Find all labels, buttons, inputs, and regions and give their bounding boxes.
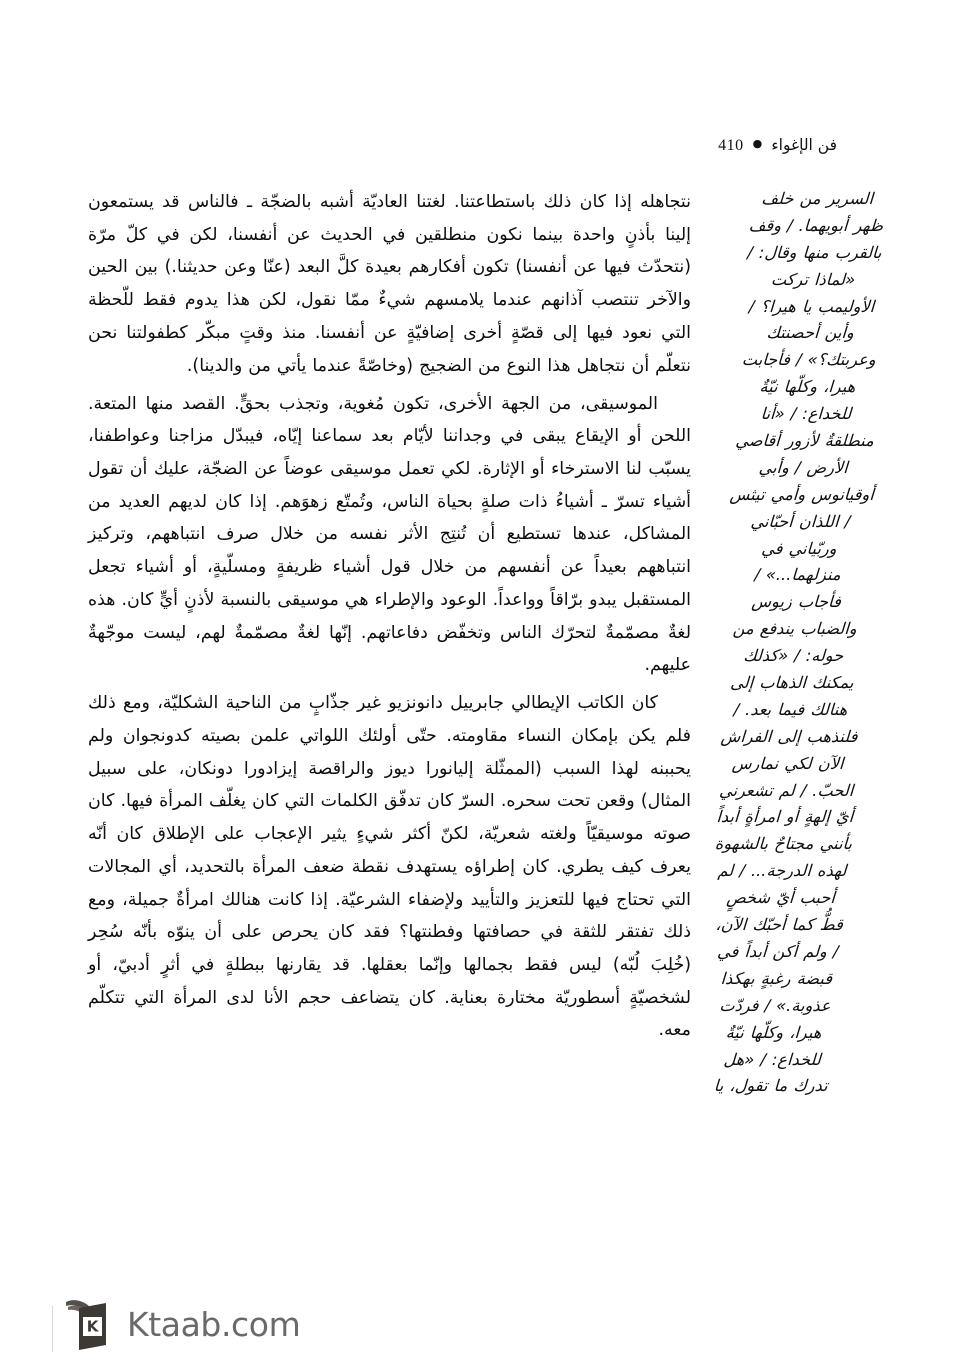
margin-note-line: السرير من خلف: [760, 189, 874, 208]
margin-note-line: وأين أحصنتك: [766, 323, 855, 343]
margin-note-quote: [681, 186, 907, 1100]
watermark-site-name: Ktaab.com: [127, 1304, 301, 1344]
margin-note-line: للخداع: / «هل: [723, 1049, 822, 1069]
margin-note-line: الآن لكي نمارس: [731, 753, 845, 773]
body-text-column: [88, 186, 691, 1047]
content-band: [88, 186, 883, 1100]
running-head: [718, 136, 837, 155]
margin-note-line: / ولم أكن أبداً في: [716, 941, 839, 961]
margin-note-line: قطُّ كما أحبّك الآن،: [715, 915, 844, 935]
margin-note-line: فأجاب زيوس: [750, 592, 842, 612]
margin-note-line: بالقرب منها وقال: /: [746, 242, 883, 262]
margin-note-line: هنالك فيما بعد. /: [733, 699, 848, 719]
svg-text:K: K: [86, 1317, 99, 1336]
margin-note-line: للخداع: / «أنا: [760, 404, 852, 424]
margin-note-line: هيرا، وكلّها نيّةٌ: [759, 377, 856, 397]
margin-note-line: لهذه الدرجة... / لم: [717, 861, 847, 881]
margin-note-line: «لماذا تركت: [770, 269, 856, 289]
margin-note-line: عذوبة.» / فردّت: [718, 995, 832, 1015]
running-head-book-title: فن الإغواء: [771, 136, 837, 154]
book-logo-icon: [62, 1296, 114, 1352]
page-number: 410: [718, 137, 744, 154]
margin-note-line: / اللذان أحبّاني: [750, 511, 851, 531]
margin-note-line: وربّياني في: [760, 538, 838, 558]
site-watermark: [62, 1296, 300, 1352]
body-paragraph: نتجاهله إذا كان ذلك باستطاعتنا. لغتنا العاديّة أشبه بالضجّة ـ فالناس قد يستمعون إلينا بأذنٍ واحدة بينما نكون منطلقين في الحديث عن أنفسنا، لكن في كلّ مرّة (نتحدّث فيها عن أنفسنا) تكون أفكارهم بعيدة كلَّ البعد (عنّا وعن حديثنا.) بين الحين والآخر تنتصب آذانهم عندما يلامسهم شيءٌ ممّا نقول، لكن هذا يدوم فقط للّحظة التي نعود فيها إلى قصّةٍ أخرى إضافيّةٍ عن أنفسنا. منذ وقتٍ مبكّر كطفولتنا نحن نتعلّم أن نتجاهل هذا النوع من الضجيج (وخاصّةً عندما يأتي من والدينا).: [88, 192, 691, 376]
margin-note-line: منطلقةٌ لأزور أقاصي: [734, 431, 875, 451]
body-paragraph: الموسيقى، من الجهة الأخرى، تكون مُغوية، وتجذب بحقٍّ. القصد منها المتعة. اللحن أو الإيقاع يبقى في وجداننا لأيّام بعد سماعنا إيّاه، فيبدّل مزاجنا وعواطفنا، يسبّب لنا الاسترخاء أو الإثارة. لكي تعمل موسيقى عوضاً عن الضجّة، عليك أن تقول أشياء تسرّ ـ أشياءُ ذات صلةٍ بحياة الناس، وتُمتّع زهوَهم. إذا كان لديهم العديد من المشاكل، عندها تستطيع أن تُنتِج الأثر نفسه من خلال صرف انتباههم، وتركيز انتباههم بعيداً عن أنفسهم من خلال قول أشياء ظريفةٍ ومسلّيةٍ، أو أشياء تجعل المستقبل يبدو برّاقاً وواعداً. الوعود والإطراء هي موسيقى بالنسبة لأذنٍ أيٍّ كان. هذه لغةٌ مصمّمةٌ لتحرّك الناس وتخفّض دفاعاتهم. إنّها لغةٌ مصمّمةٌ لهم، ليست موجّهةٌ عليهم.: [88, 393, 691, 676]
running-head-separator-dot: ●: [752, 137, 763, 150]
margin-note-line: بأنني مجتاحٌ بالشهوة: [714, 834, 853, 854]
watermark-divider: [52, 1306, 53, 1352]
body-paragraph: كان الكاتب الإيطالي جابرييل دانونزيو غير جذّابٍ من الناحية الشكليّة، ومع ذلك فلم يكن بإمكان النساء مقاومته. حتّى أولئك اللواتي علمن بصيته كدونجوان ولم يحببنه لهذا السبب (الممثّلة إليانورا ديوز والراقصة إيزادورا دونكان، على سبيل المثال) وقعن تحت سحره. السرّ كان تدفّق الكلمات التي كان يغلّف المرأة فيها. كان صوته موسيقيّاً ولغته شعريّة، لكنّ أكثر شيءٍ يثير الإعجاب على الإطلاق كان أنّه يعرف كيف يطري. كان إطراؤه يستهدف نقطة ضعف المرأة بالتحديد، أي المجالات التي تحتاج فيها للتعزيز والتأييد ولإضفاء الشرعيّة. إذا كانت هنالك امرأةٌ جميلة، ومع ذلك تفتقر للثقة في حصافتها وفطنتها؟ فقد كان يحرص على أن ينوّه بأنّه سُحِر (خُلِبَ لُبّه) ليس فقط بجمالها وإنّما بعقلها. قد يقارنها ببطلةٍ في أثرٍ أدبيّ، أو لشخصيّةٍ أسطوريّة مختارة بعناية. كان يتضاعف حجم الأنا لدى المرأة التي تتكلّم معه.: [88, 693, 691, 1041]
margin-note-line: الأوليمب يا هيرا؟ /: [748, 296, 875, 316]
margin-note-line: تدرك ما تقول، يا: [713, 1076, 829, 1096]
margin-note-line: أوقيانوس وأمي تيثس: [729, 484, 875, 504]
margin-note-line: أحبب أيّ شخصٍ: [725, 888, 836, 908]
margin-note-line: حوله: / «كذلك: [742, 646, 844, 666]
margin-note-line: فلنذهب إلى الفراش: [720, 726, 859, 746]
margin-note-line: الحبّ. / لم تشعرني: [718, 780, 854, 800]
margin-note-line: يمكنك الذهاب إلى: [729, 673, 855, 693]
margin-note-line: وعربتك؟» / فأجابت: [741, 350, 877, 370]
margin-note-line: أيّ إلهةٍ أو امرأةٍ أبداً: [716, 807, 854, 827]
margin-note-line: الأرض / وأبي: [758, 457, 849, 477]
margin-note-line: والضباب يندفع من: [732, 619, 858, 639]
margin-note-line: ظهر أبويهما. / وقف: [748, 215, 884, 235]
margin-note-line: هيرا، وكلّها نيّةٌ: [725, 1022, 822, 1042]
margin-note-line: قبضة رغبةٍ بهكذا: [720, 968, 833, 988]
margin-note-line: منزلهما...» /: [753, 565, 842, 585]
